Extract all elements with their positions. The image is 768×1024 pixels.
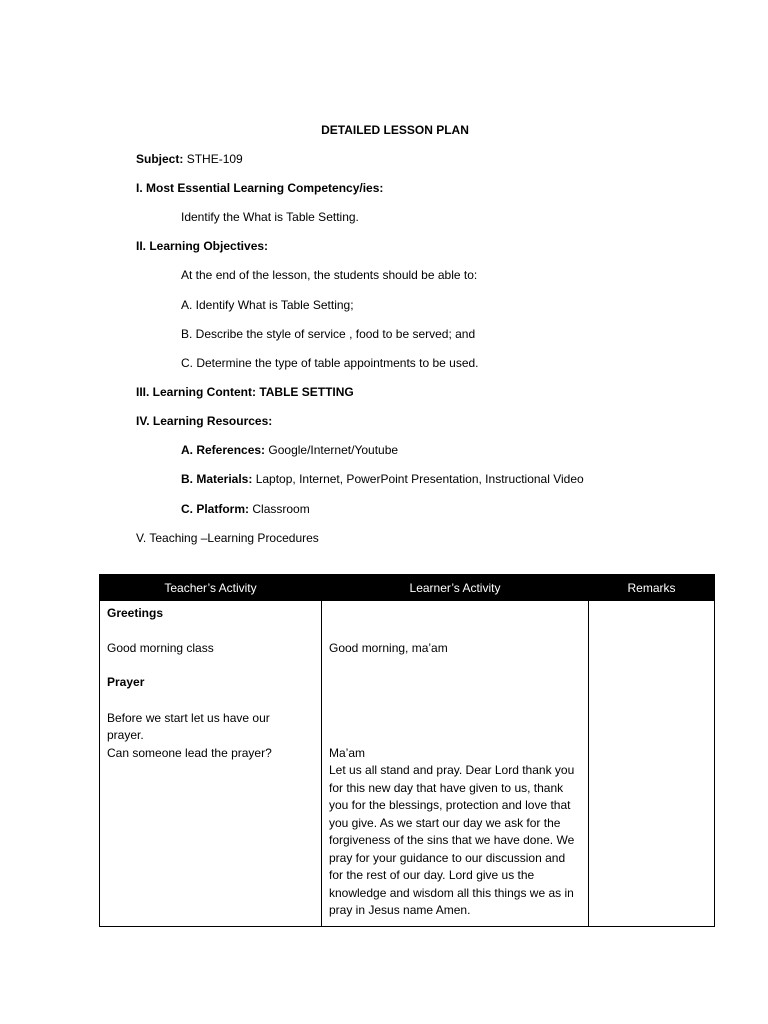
objective-a: A. Identify What is Table Setting; (181, 298, 354, 312)
teacher-activity-cell (100, 601, 322, 927)
references-label: A. References: (181, 443, 266, 457)
remarks-header: Remarks (589, 575, 715, 601)
learning-resources-heading: IV. Learning Resources: (136, 414, 273, 428)
objectives-heading: II. Learning Objectives: (136, 239, 269, 253)
learner-greeting-reply: Good morning, ma’am (329, 641, 448, 655)
materials-value: Laptop, Internet, PowerPoint Presentation, Instructional Video (255, 472, 584, 486)
resource-platform (181, 501, 310, 517)
teacher-greeting: Good morning class (107, 640, 214, 655)
subject-line (136, 151, 243, 167)
prayer-line-1: Before we start let us have our (107, 710, 270, 725)
subject-label: Subject: (136, 152, 184, 166)
materials-label: B. Materials: (181, 472, 253, 486)
procedures-heading: V. Teaching –Learning Procedures (136, 531, 319, 545)
platform-label: C. Platform: (181, 502, 250, 516)
competency-text: Identify the What is Table Setting. (181, 210, 359, 224)
objectives-intro: At the end of the lesson, the students should be able to: (181, 268, 478, 282)
teacher-activity-header: Teacher’s Activity (100, 575, 322, 601)
learner-activity-header: Learner’s Activity (322, 575, 589, 601)
remarks-cell (589, 601, 715, 927)
objective-c: C. Determine the type of table appointments to be used. (181, 356, 479, 370)
learning-content-heading: III. Learning Content: TABLE SETTING (136, 385, 354, 399)
table-header-row (100, 575, 715, 601)
learner-prayer-reply-1: Ma’am (329, 745, 366, 760)
procedures-table (99, 574, 715, 927)
document-title: DETAILED LESSON PLAN (321, 123, 469, 137)
greetings-heading: Greetings (107, 606, 164, 620)
resource-materials (181, 471, 584, 487)
objective-b: B. Describe the style of service , food to be served; and (181, 327, 476, 341)
resource-references (181, 442, 398, 458)
prayer-line-2: prayer. (107, 728, 144, 742)
prayer-heading: Prayer (107, 675, 145, 689)
prayer-line-3: Can someone lead the prayer? (107, 745, 272, 760)
learner-prayer-reply-2: Let us all stand and pray. Dear Lord thank you for this new day that have given to us, thank you for the blessings, protection and love that you give. As we start our day we ask for the forgiveness of the sins that we have done. We pray for your guidance to our discussion and for the rest of our day. Lord give us the knowledge and wisdom all this things we as in pray in Jesus name Amen. (329, 763, 575, 917)
references-value: Google/Internet/Youtube (268, 443, 399, 457)
learner-activity-cell (322, 601, 589, 927)
subject-value: STHE-109 (186, 152, 243, 166)
platform-value: Classroom (252, 502, 310, 516)
table-row (100, 601, 715, 927)
competency-heading: I. Most Essential Learning Competency/ies: (136, 181, 384, 195)
